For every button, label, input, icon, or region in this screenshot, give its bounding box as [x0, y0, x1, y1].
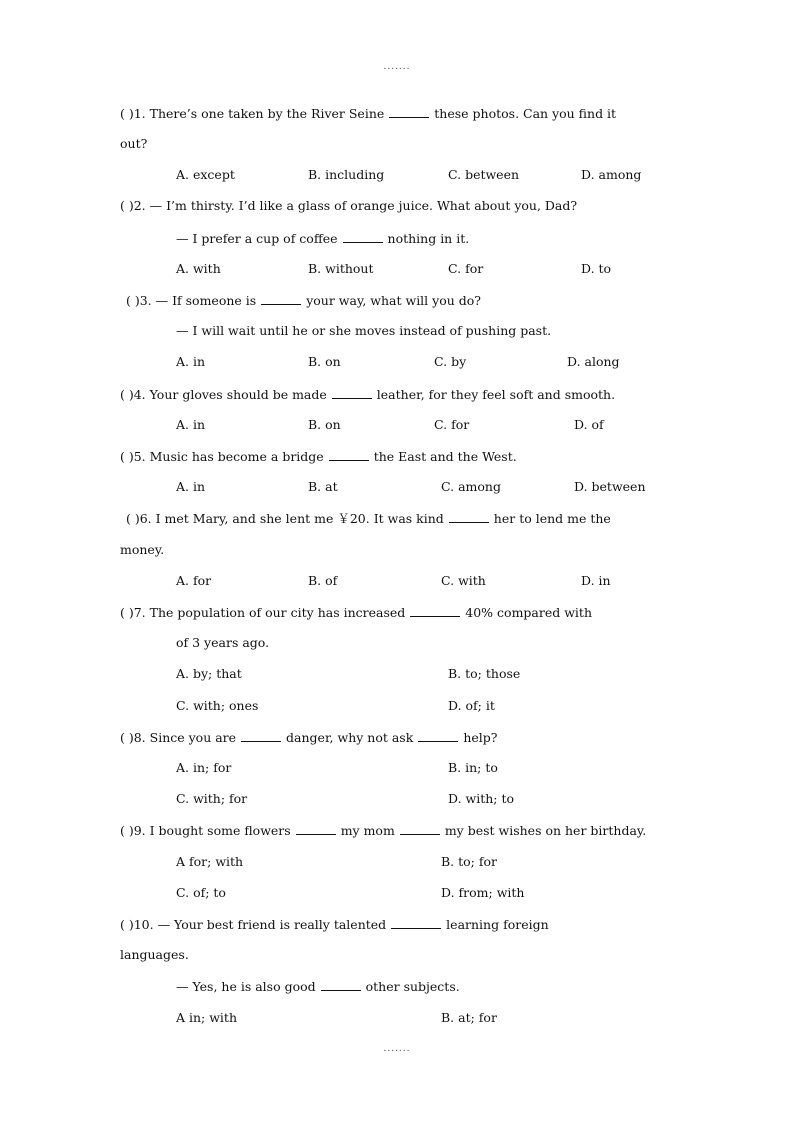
- question-7-option-a: A. by; that: [176, 666, 242, 681]
- question-6-option-b: B. of: [308, 573, 338, 588]
- question-1-option-d: D. among: [581, 167, 642, 182]
- question-1-option-b: B. including: [308, 167, 385, 182]
- question-4-option-c: C. for: [434, 417, 470, 432]
- question-7-blank: [410, 604, 460, 617]
- question-9-option-b: B. to; for: [441, 854, 497, 869]
- question-2-stem: ( )2. — I’m thirsty. I’d like a glass of orange juice. What about you, Dad?: [120, 198, 578, 213]
- question-3-option-d: D. along: [567, 354, 620, 369]
- question-4-option-a: A. in: [176, 417, 206, 432]
- question-9-option-c: C. of; to: [176, 885, 226, 900]
- question-4-option-d: D. of: [574, 417, 604, 432]
- question-10-reply-after: other subjects.: [365, 979, 460, 994]
- question-8-text-mid: danger, why not ask: [286, 730, 414, 745]
- question-1-option-a: A. except: [176, 167, 235, 182]
- question-8-text: ( )8. Since you are: [120, 730, 237, 745]
- question-10-stem: [120, 916, 549, 933]
- question-9-text-after: my best wishes on her birthday.: [444, 823, 647, 838]
- question-9-option-a: A for; with: [176, 854, 244, 869]
- question-9-blank-2: [400, 822, 440, 835]
- question-7-text-after: 40% compared with: [465, 605, 592, 620]
- question-8-option-d: D. with; to: [448, 791, 515, 806]
- question-9-text-mid: my mom: [340, 823, 395, 838]
- question-10-reply-blank: [321, 978, 361, 991]
- question-7-continuation: of 3 years ago.: [176, 635, 270, 650]
- question-5-option-d: D. between: [574, 479, 646, 494]
- question-10-continuation: languages.: [120, 947, 189, 962]
- question-8-text-after: help?: [463, 730, 498, 745]
- question-10-text: ( )10. — Your best friend is really talented: [120, 917, 387, 932]
- question-7-option-b: B. to; those: [448, 666, 521, 681]
- question-6-option-c: C. with: [441, 573, 486, 588]
- question-2-option-c: C. for: [448, 261, 484, 276]
- question-10-option-b: B. at; for: [441, 1010, 497, 1025]
- question-4-stem: [120, 386, 615, 403]
- question-6-continuation: money.: [120, 542, 165, 557]
- question-10-text-after: learning foreign: [446, 917, 549, 932]
- question-8-stem: [120, 729, 497, 746]
- question-8-blank-2: [418, 729, 458, 742]
- question-5-blank: [329, 448, 369, 461]
- question-6-stem: [126, 510, 611, 527]
- question-3-text-after: your way, what will you do?: [306, 293, 481, 308]
- question-7-stem: [120, 604, 592, 621]
- question-8-option-c: C. with; for: [176, 791, 248, 806]
- question-7-option-c: C. with; ones: [176, 698, 259, 713]
- question-4-blank: [332, 386, 372, 399]
- question-5-text-after: the East and the West.: [373, 449, 517, 464]
- question-2-blank: [343, 230, 383, 243]
- question-2-option-b: B. without: [308, 261, 374, 276]
- question-6-option-d: D. in: [581, 573, 611, 588]
- question-1-text-after: these photos. Can you find it: [434, 106, 617, 121]
- question-6-blank: [449, 510, 489, 523]
- question-3-option-a: A. in: [176, 354, 206, 369]
- question-6-text: ( )6. I met Mary, and she lent me ￥20. It was kind: [126, 511, 444, 526]
- question-2-option-d: D. to: [581, 261, 612, 276]
- question-10-reply-text: — Yes, he is also good: [176, 979, 316, 994]
- question-9-text: ( )9. I bought some flowers: [120, 823, 291, 838]
- question-9-stem: [120, 822, 646, 839]
- page-footer-dots: .......: [383, 1044, 411, 1054]
- question-7-text: ( )7. The population of our city has increased: [120, 605, 406, 620]
- question-1-blank: [389, 105, 429, 118]
- question-5-option-b: B. at: [308, 479, 338, 494]
- question-6-option-a: A. for: [176, 573, 212, 588]
- question-5-option-c: C. among: [441, 479, 501, 494]
- question-3-blank: [261, 292, 301, 305]
- question-5-option-a: A. in: [176, 479, 206, 494]
- question-8-option-b: B. in; to: [448, 760, 498, 775]
- question-8-option-a: A. in; for: [176, 760, 232, 775]
- question-4-text: ( )4. Your gloves should be made: [120, 387, 327, 402]
- question-2-reply-after: nothing in it.: [387, 231, 470, 246]
- question-2-reply: [176, 230, 469, 247]
- question-3-option-c: C. by: [434, 354, 467, 369]
- question-9-blank-1: [296, 822, 336, 835]
- question-9-option-d: D. from; with: [441, 885, 525, 900]
- page-header-dots: .......: [383, 62, 411, 72]
- question-4-option-b: B. on: [308, 417, 341, 432]
- question-1-option-c: C. between: [448, 167, 520, 182]
- question-3-option-b: B. on: [308, 354, 341, 369]
- question-2-reply-text: — I prefer a cup of coffee: [176, 231, 338, 246]
- question-5-text: ( )5. Music has become a bridge: [120, 449, 324, 464]
- question-8-blank-1: [241, 729, 281, 742]
- question-1-stem: [120, 105, 616, 122]
- question-2-option-a: A. with: [176, 261, 221, 276]
- question-5-stem: [120, 448, 517, 465]
- question-4-text-after: leather, for they feel soft and smooth.: [376, 387, 616, 402]
- question-3-text: ( )3. — If someone is: [126, 293, 257, 308]
- question-10-option-a: A in; with: [176, 1010, 238, 1025]
- question-10-blank: [391, 916, 441, 929]
- question-1-text: ( )1. There’s one taken by the River Seine: [120, 106, 385, 121]
- question-3-reply: — I will wait until he or she moves instead of pushing past.: [176, 323, 552, 338]
- question-10-reply: [176, 978, 460, 995]
- question-1-continuation: out?: [120, 136, 148, 151]
- question-6-text-after: her to lend me the: [493, 511, 611, 526]
- question-7-option-d: D. of; it: [448, 698, 495, 713]
- question-3-stem: [126, 292, 481, 309]
